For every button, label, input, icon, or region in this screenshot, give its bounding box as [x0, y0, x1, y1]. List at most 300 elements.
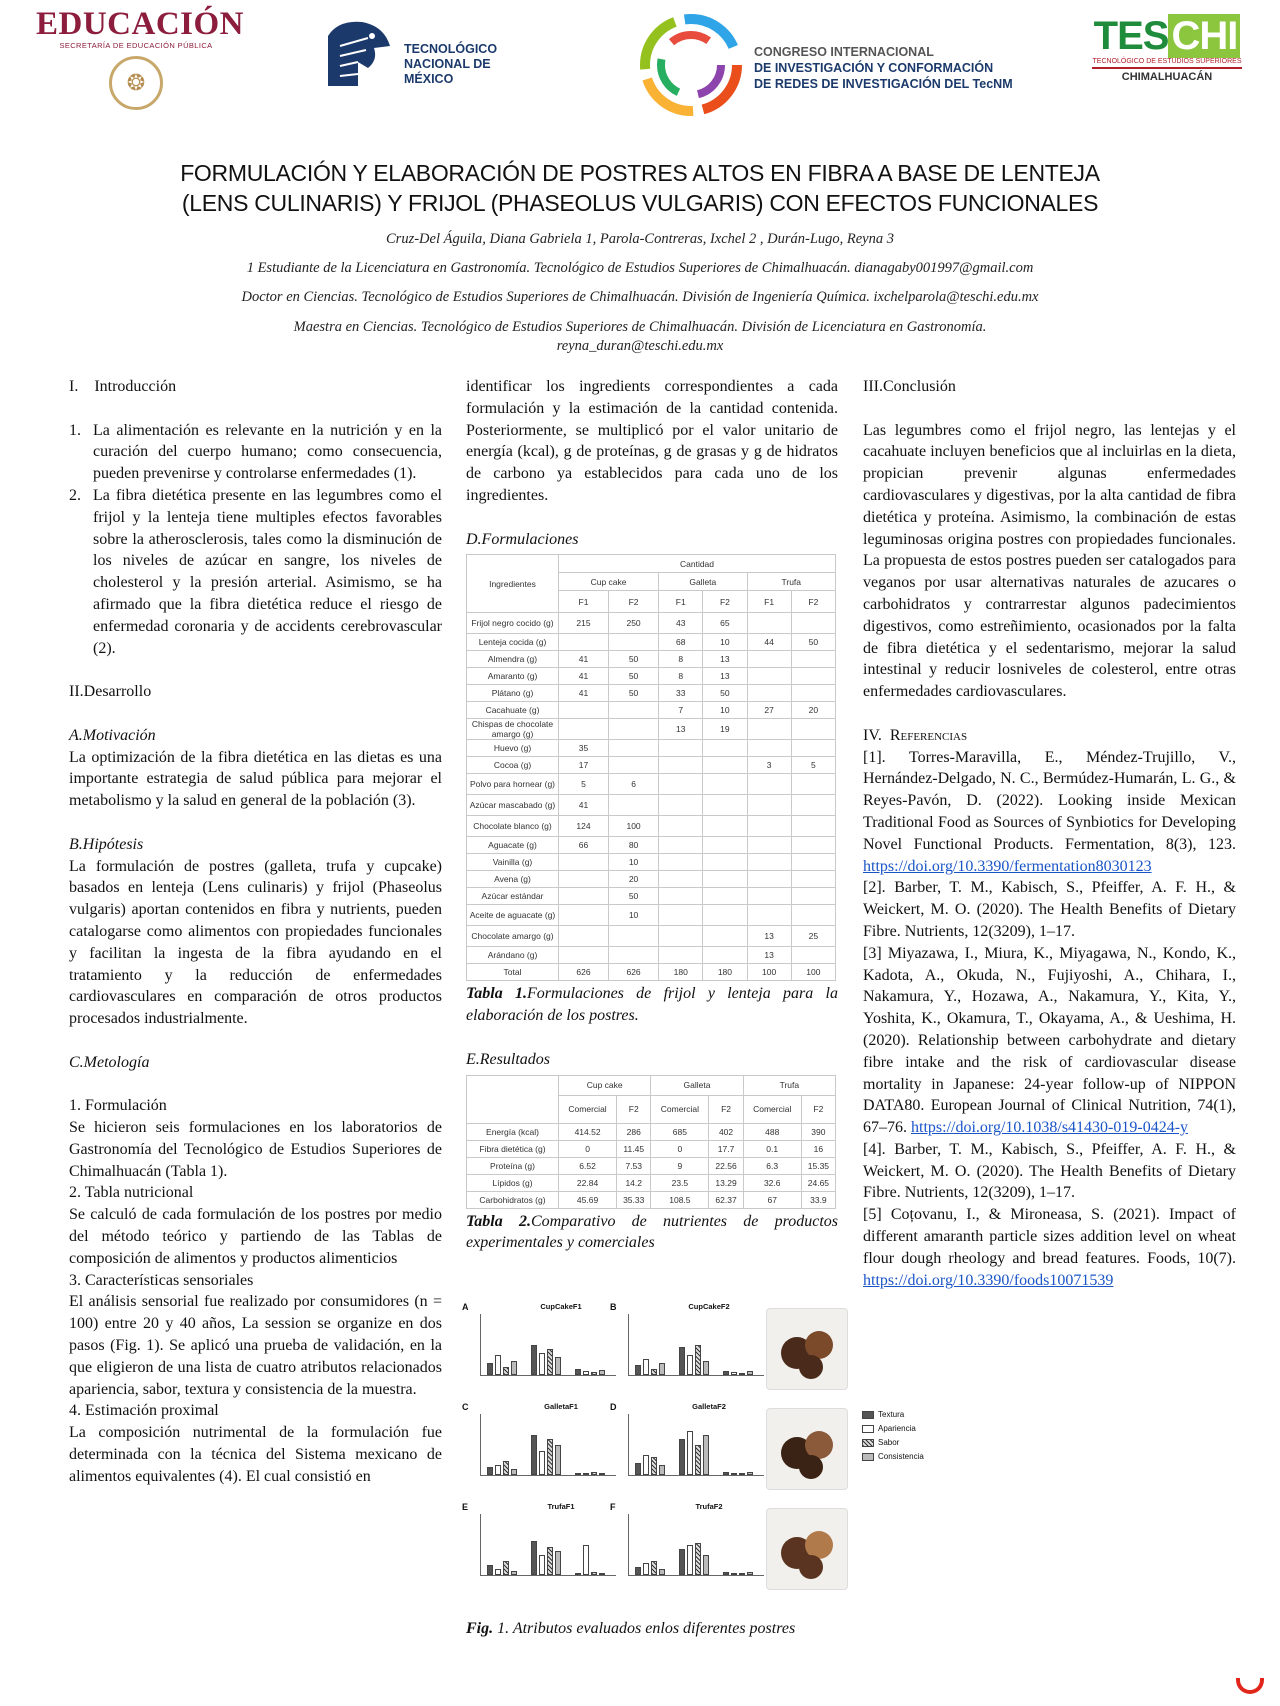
table-cell: 22.84 [559, 1174, 617, 1191]
table-header-cell: Cup cake [559, 1075, 651, 1095]
table-cell [609, 795, 659, 816]
table-row [467, 719, 836, 740]
tecnm-wordmark: TECNOLÓGICO NACIONAL DE MÉXICO [404, 42, 498, 86]
chart-bar [487, 1467, 493, 1475]
conclusion-text: Las legumbres como el frijol negro, las lentejas y el cacahuate incluyen beneficios que al incluirlas en la dieta, propician prevenir algunas enfermedades cardiovasculares y digestivas, por la alta cantidad de fibra dietética y proteína. Asimismo, la combinación de estas leguminosas origina postres con propiedades funcionales. La propuesta de estos postres pueden ser catalogados para veganos por usar alternativas naturales de azucares o carbohidratos y contrarrestar algunos padecimientos digestivos, como estreñimiento, ocasionados por la falta de fibra dietética y el sedentarismo, mejorar la salud intestinal y reducir losniveles de colesterol, entre otras enfermedades cardiovasculares. [863, 421, 1236, 701]
table-header-row [467, 1075, 836, 1095]
table-cell: 80 [609, 837, 659, 854]
table-cell: 43 [659, 613, 703, 634]
legend-label: Apariencia [878, 1424, 916, 1433]
chart-bar [547, 1439, 553, 1475]
affiliation-2: Doctor en Ciencias. Tecnológico de Estudios Superiores de Chimalhuacán. División de Ingeniería Química. ixchelparola@teschi.edu.mx [241, 289, 1039, 305]
table-cell: 25 [791, 926, 835, 947]
table-row [467, 613, 836, 634]
table-cell [747, 651, 791, 668]
table-cell: 390 [801, 1123, 835, 1140]
reference-link[interactable]: https://doi.org/10.3390/fermentation8030123 [863, 857, 1152, 875]
affiliation-1: 1 Estudiante de la Licenciatura en Gastronomía. Tecnológico de Estudios Superiores de Chimalhuacán. dianagaby001997@gmail.com [246, 260, 1034, 276]
table-cell: 0.1 [743, 1140, 801, 1157]
table-cell [559, 905, 609, 926]
table-cell: Cacahuate (g) [467, 702, 559, 719]
proximal-text: La composición nutrimental de la formulación fue determinada con la técnica del Sistema mexicano de alimentos equivalentes (4). El cual consistió en [69, 1424, 442, 1485]
chart-bar [511, 1571, 517, 1575]
table-cell: 9 [651, 1157, 709, 1174]
chart-axes [480, 1514, 616, 1576]
table-cell: 0 [651, 1140, 709, 1157]
table-cell [747, 871, 791, 888]
table-row [467, 1191, 836, 1208]
eagle-head-icon [318, 16, 398, 96]
table-cell: 685 [651, 1123, 709, 1140]
table-cell: 17.7 [709, 1140, 743, 1157]
table-header-cell: F1 [559, 591, 609, 613]
column-2 [466, 376, 838, 1254]
chart-bar [547, 1547, 553, 1575]
table-cell: 15.35 [801, 1157, 835, 1174]
chart-bar [739, 1373, 745, 1375]
dessert-photo [766, 1508, 848, 1590]
table-row [467, 795, 836, 816]
table-cell: Total [467, 964, 559, 981]
table-cell: 180 [659, 964, 703, 981]
chart-bar [539, 1451, 545, 1475]
table-cell [659, 837, 703, 854]
table-cell [703, 947, 747, 964]
chart-bar [703, 1435, 709, 1475]
table-cell [747, 719, 791, 740]
legend-item [862, 1436, 924, 1450]
table-cell: 100 [747, 964, 791, 981]
table-cell [791, 685, 835, 702]
table-header-cell: Galleta [651, 1075, 743, 1095]
panel-title: CupCakeF2 [688, 1302, 730, 1311]
table-cell: 50 [703, 685, 747, 702]
table-cell: 19 [703, 719, 747, 740]
metodologia-heading: C.Metología [69, 1053, 150, 1071]
table-cell: 68 [659, 634, 703, 651]
table-cell: Almendra (g) [467, 651, 559, 668]
tabla-text: Se calculó de cada formulación de los postres por medio del método teórico y partiendo de las Tablas de composición de alimentos y productos alimenticios [69, 1206, 442, 1267]
chart-bar [739, 1473, 745, 1475]
chart-bar [659, 1569, 665, 1575]
educacion-subtitle: SECRETARÍA DE EDUCACIÓN PÚBLICA [59, 41, 213, 50]
table-cell [703, 926, 747, 947]
panel-title: CupCakeF1 [540, 1302, 582, 1311]
table-cell: Huevo (g) [467, 740, 559, 757]
table-cell [791, 651, 835, 668]
chart-bar [739, 1573, 745, 1575]
panel-title: GalletaF2 [692, 1402, 726, 1411]
legend-swatch [862, 1425, 874, 1433]
formulacion-heading: 1. Formulación [69, 1097, 167, 1115]
table-cell [703, 816, 747, 837]
table-cell: 50 [791, 634, 835, 651]
table-cell [703, 871, 747, 888]
chart-bar [659, 1465, 665, 1475]
chart-bar [687, 1431, 693, 1475]
table-cell [609, 926, 659, 947]
table-cell: 27 [747, 702, 791, 719]
reference-item [863, 943, 1236, 1139]
chart-panel [610, 1502, 769, 1594]
table-row [467, 651, 836, 668]
table-cell: 41 [559, 651, 609, 668]
table-cell: 11.45 [617, 1140, 651, 1157]
table-cell [791, 774, 835, 795]
chart-panel [610, 1402, 769, 1494]
table-cell: Cocoa (g) [467, 757, 559, 774]
references-list [863, 747, 1236, 1292]
panel-title: GalletaF1 [544, 1402, 578, 1411]
panel-letter: C [462, 1402, 469, 1412]
table-cell: 50 [609, 668, 659, 685]
table-row [467, 774, 836, 795]
table-cell: Vainilla (g) [467, 854, 559, 871]
chart-panel [462, 1402, 621, 1494]
formulation-table [466, 554, 836, 981]
table-header-cell [467, 1075, 559, 1123]
table-cell [659, 795, 703, 816]
table-row [467, 837, 836, 854]
chart-bar [695, 1543, 701, 1575]
chart-axes [628, 1514, 764, 1576]
sensorial-heading: 3. Características sensoriales [69, 1271, 254, 1289]
table-cell [703, 795, 747, 816]
table-cell: 13 [747, 926, 791, 947]
table2-caption: Tabla 2.Comparativo de nutrientes de productos experimentales y comerciales [466, 1212, 839, 1252]
table-cell: 8 [659, 668, 703, 685]
legend-label: Consistencia [878, 1452, 924, 1461]
table-cell [747, 685, 791, 702]
table-cell [609, 702, 659, 719]
figure-caption: Fig. 1. Atributos evaluados enlos diferentes postres [466, 1620, 796, 1637]
table-cell [659, 816, 703, 837]
table-header-cell: F2 [609, 591, 659, 613]
table-header-cell: Trufa [747, 573, 835, 591]
table-cell [659, 740, 703, 757]
table-cell [559, 702, 609, 719]
table-cell: 17 [559, 757, 609, 774]
chart-bar [679, 1347, 685, 1375]
reference-text: [3] Miyazawa, I., Miura, K., Miyagawa, N., Kondo, K., Kadota, A., Okuda, N., Fujiyoshi, A., Chihara, I., Nakamura, Y., Hozawa, A., Nakamura, Y., Kita, Y., Yoshita, K., Okamura, T., Okayama, A., & Ueshima, H. (2020). Relationship between carbohydrate and dietary fibre intake and the risk of cardiovascular disease mortality in Japanese: 24-year follow-up of NIPPON DATA80. European Journal of Clinical Nutrition, 74(1), 67–76. [863, 944, 1236, 1137]
table-row [467, 854, 836, 871]
dessert-photo [766, 1308, 848, 1390]
chart-bar [723, 1371, 729, 1375]
table-cell: 402 [709, 1123, 743, 1140]
table-header-cell: Trufa [743, 1075, 835, 1095]
table-cell: 626 [609, 964, 659, 981]
table-cell: 13.29 [709, 1174, 743, 1191]
poster-title: FORMULACIÓN Y ELABORACIÓN DE POSTRES ALTOS EN FIBRA A BASE DE LENTEJA (LENS CULINARIS) Y FRIJOL (PHASEOLUS VULGARIS) CON EFECTOS FUNCIONALES [180, 160, 1100, 216]
table-cell [791, 871, 835, 888]
congreso-logo [636, 10, 1056, 120]
table-cell: 10 [609, 905, 659, 926]
table-cell [559, 634, 609, 651]
chart-bar [731, 1473, 737, 1475]
legend-swatch [862, 1411, 874, 1419]
table-cell [747, 888, 791, 905]
table-header-cell: Comercial [559, 1095, 617, 1123]
educacion-logo [36, 6, 245, 110]
chart-bar [591, 1472, 597, 1475]
formulaciones-heading: D.Formulaciones [466, 530, 579, 548]
legend-item [862, 1408, 924, 1422]
hipotesis-text: La formulación de postres (galleta, trufa y cupcake) basados en lenteja (Lens culinaris) y frijol (Phaseolus vulgaris) aportan contenidos en fibra y nutrients, pueden catalogarse como alimentos con propiedades funcionales y facilitan la ingesta de la fibra ayudando en el tratamiento y la reducción de enfermedades cardiovasculares en comparación de otros productos procesados industrialmente. [69, 857, 442, 1028]
reference-text: [2]. Barber, T. M., Kabisch, S., Pfeiffer, A. F. H., & Weickert, M. O. (2020). The Health Benefits of Dietary Fibre. Nutrients, 12(3209), 1–17. [863, 879, 1236, 940]
legend-swatch [862, 1453, 874, 1461]
table-cell: 66 [559, 837, 609, 854]
chart-bar [635, 1567, 641, 1575]
table-cell: Azúcar mascabado (g) [467, 795, 559, 816]
table-cell: 14.2 [617, 1174, 651, 1191]
chart-bar [643, 1563, 649, 1575]
authors: Cruz-Del Águila, Diana Gabriela 1, Parola-Contreras, Ixchel 2 , Durán-Lugo, Reyna 3 [386, 231, 894, 247]
chart-bar [599, 1573, 605, 1575]
table-cell [747, 740, 791, 757]
table-cell [791, 888, 835, 905]
table-cell: 67 [743, 1191, 801, 1208]
table-cell: 50 [609, 888, 659, 905]
table-cell [559, 947, 609, 964]
chart-bar [635, 1365, 641, 1375]
table-cell: 32.6 [743, 1174, 801, 1191]
table-cell: Energía (kcal) [467, 1123, 559, 1140]
table-row [467, 964, 836, 981]
table-cell: 286 [617, 1123, 651, 1140]
reference-text: [4]. Barber, T. M., Kabisch, S., Pfeiffer, A. F. H., & Weickert, M. O. (2020). The Health Benefits of Dietary Fibre. Nutrients, 12(3209), 1–17. [863, 1140, 1236, 1202]
table-cell [609, 947, 659, 964]
sensorial-text: El análisis sensorial fue realizado por consumidores (n = 100) entre 20 y 40 años, La session se organize en dos pasos (Fig. 1). Se aplicó una prueba de validación, en la que eligieron de una lista de cuatro atributos relacionados apariencia, sabor, textura y consistencia de la muestra. [69, 1293, 442, 1398]
table-row [467, 702, 836, 719]
chart-bar [531, 1345, 537, 1375]
table-cell [659, 905, 703, 926]
motivacion-text: La optimización de la fibra dietética en las dietas es una importante estrategia de salud pública para mejorar el metabolismo y la salud en general de la población (3). [69, 748, 442, 810]
table-header-cell: F2 [801, 1095, 835, 1123]
table-cell [659, 871, 703, 888]
table-cell: 10 [703, 634, 747, 651]
table-cell: 8 [659, 651, 703, 668]
chart-axes [480, 1314, 616, 1376]
table-cell [791, 719, 835, 740]
table-cell: 16 [801, 1140, 835, 1157]
table-row [467, 685, 836, 702]
table-cell [747, 837, 791, 854]
spiral-ring-icon [636, 10, 746, 120]
table-row [467, 668, 836, 685]
chart-bar [575, 1573, 581, 1575]
table-header-row [467, 555, 836, 573]
table-cell: 414.52 [559, 1123, 617, 1140]
table-cell [747, 668, 791, 685]
chart-bar [511, 1469, 517, 1475]
chart-bar [487, 1565, 493, 1575]
reference-link[interactable]: https://doi.org/10.1038/s41430-019-0424-y [911, 1119, 1189, 1137]
panel-letter: E [462, 1502, 469, 1512]
table-cell [703, 888, 747, 905]
chart-bar [651, 1369, 657, 1375]
chart-bar [643, 1455, 649, 1475]
table-cell: 41 [559, 668, 609, 685]
chart-bar [731, 1573, 737, 1575]
chart-bar [747, 1371, 753, 1375]
table-cell [559, 871, 609, 888]
chart-bar [635, 1463, 641, 1475]
legend-item [862, 1450, 924, 1464]
chart-bar [651, 1561, 657, 1575]
chart-bar [583, 1545, 589, 1575]
chart-bar [487, 1363, 493, 1375]
chart-bar [503, 1461, 509, 1475]
table-row [467, 634, 836, 651]
table-cell: 45.69 [559, 1191, 617, 1208]
table-cell [609, 719, 659, 740]
table-cell: 35 [559, 740, 609, 757]
affiliation-3: Maestra en Ciencias. Tecnológico de Estudios Superiores de Chimalhuacán. División de Licenciatura en Gastronomía. reyna_duran@teschi.edu.mx [293, 319, 987, 354]
chart-bar [651, 1457, 657, 1475]
table-cell [791, 740, 835, 757]
table-cell: Chispas de chocolate amargo (g) [467, 719, 559, 740]
table-cell [747, 905, 791, 926]
table-cell [791, 837, 835, 854]
table-header-cell: F2 [617, 1095, 651, 1123]
table-cell: 65 [703, 613, 747, 634]
table-cell: 6.52 [559, 1157, 617, 1174]
table-cell: Lenteja cocida (g) [467, 634, 559, 651]
table-cell: Proteína (g) [467, 1157, 559, 1174]
chart-bar [687, 1355, 693, 1375]
desarrollo-heading: II.Desarrollo [69, 683, 152, 701]
formulacion-text: Se hicieron seis formulaciones en los laboratorios de Gastronomía del Tecnológico de Estudios Superiores de Chimalhuacán (Tabla 1). [69, 1119, 442, 1180]
table-cell [609, 740, 659, 757]
teschi-logo [1092, 14, 1242, 104]
table-header-cell: F2 [703, 591, 747, 613]
proximal-heading: 4. Estimación proximal [69, 1402, 219, 1420]
table-cell: 13 [659, 719, 703, 740]
table-cell: Lípidos (g) [467, 1174, 559, 1191]
chart-bar [555, 1445, 561, 1475]
table-cell: 180 [703, 964, 747, 981]
table-header-cell: F2 [709, 1095, 743, 1123]
chart-panel [610, 1302, 769, 1394]
reference-text: [5] Coțovanu, I., & Mironeasa, S. (2021). Impact of different amaranth particle sizes addition level on wheat flour dough rheology and bread features. Foods, 10(7). [863, 1206, 1236, 1267]
table-row [467, 1157, 836, 1174]
table-cell: 108.5 [651, 1191, 709, 1208]
chart-bar [679, 1549, 685, 1575]
tabla-heading: 2. Tabla nutricional [69, 1184, 194, 1202]
column-1 [69, 376, 442, 1488]
chart-bar [555, 1357, 561, 1375]
table-cell: 44 [747, 634, 791, 651]
table-row [467, 816, 836, 837]
table-cell: Carbohidratos (g) [467, 1191, 559, 1208]
table-cell: 7.53 [617, 1157, 651, 1174]
table-cell: 5 [791, 757, 835, 774]
chart-bar [583, 1473, 589, 1475]
table-cell: 41 [559, 685, 609, 702]
table-header-cell: Galleta [659, 573, 747, 591]
chart-bar [531, 1435, 537, 1475]
table-cell: 13 [703, 668, 747, 685]
table-cell [703, 837, 747, 854]
panel-letter: D [610, 1402, 617, 1412]
table-cell: Aguacate (g) [467, 837, 559, 854]
table-cell [747, 816, 791, 837]
reference-link[interactable]: https://doi.org/10.3390/foods10071539 [863, 1271, 1114, 1289]
chart-bar [747, 1572, 753, 1575]
conclusion-heading: III.Conclusión [863, 378, 956, 395]
table-cell [559, 719, 609, 740]
table-cell: 50 [609, 685, 659, 702]
table-cell [659, 888, 703, 905]
table-cell [703, 757, 747, 774]
figure-legend [862, 1408, 924, 1464]
hipotesis-heading: B.Hipótesis [69, 835, 144, 853]
table-header-cell: F1 [747, 591, 791, 613]
table-cell: 6.3 [743, 1157, 801, 1174]
table-cell: Chocolate amargo (g) [467, 926, 559, 947]
table-cell: 24.65 [801, 1174, 835, 1191]
table-row [467, 1123, 836, 1140]
table-row [467, 905, 836, 926]
chart-bar [503, 1561, 509, 1575]
table-cell: 124 [559, 816, 609, 837]
panel-title: TrufaF1 [547, 1502, 575, 1511]
table-row [467, 1140, 836, 1157]
chart-bar [703, 1555, 709, 1575]
table-cell: 10 [703, 702, 747, 719]
teschi-subtitle: TECNOLÓGICO DE ESTUDIOS SUPERIORES [1092, 58, 1242, 69]
chart-bar [695, 1445, 701, 1475]
teschi-subtitle-2: CHIMALHUACÁN [1121, 71, 1213, 83]
chart-axes [628, 1314, 764, 1376]
table-cell: 0 [559, 1140, 617, 1157]
panel-letter: F [610, 1502, 616, 1512]
table-cell [559, 926, 609, 947]
table-row [467, 740, 836, 757]
table-row [467, 871, 836, 888]
dessert-photo [766, 1408, 848, 1490]
table-cell [791, 905, 835, 926]
table-cell: 20 [609, 871, 659, 888]
chart-bar [539, 1555, 545, 1575]
table-cell [703, 854, 747, 871]
reference-item [863, 877, 1236, 942]
chart-bar [679, 1439, 685, 1475]
legend-item [862, 1422, 924, 1436]
chart-bar [495, 1465, 501, 1475]
chart-bar [575, 1369, 581, 1375]
table-cell [791, 795, 835, 816]
table-header-cell: Comercial [743, 1095, 801, 1123]
chart-bar [591, 1372, 597, 1375]
reference-item [863, 1204, 1236, 1291]
legend-swatch [862, 1439, 874, 1447]
chart-bar [495, 1569, 501, 1575]
table-cell [791, 613, 835, 634]
table-row [467, 947, 836, 964]
chart-bar [555, 1551, 561, 1575]
table-cell [747, 854, 791, 871]
tecnm-logo [318, 12, 528, 102]
header-logos [0, 0, 1280, 130]
table-cell: 3 [747, 757, 791, 774]
chart-panel [462, 1302, 621, 1394]
table-cell: 22.56 [709, 1157, 743, 1174]
chart-bar [659, 1363, 665, 1375]
chart-bar [747, 1472, 753, 1475]
panel-title: TrufaF2 [695, 1502, 723, 1511]
table-cell [659, 947, 703, 964]
